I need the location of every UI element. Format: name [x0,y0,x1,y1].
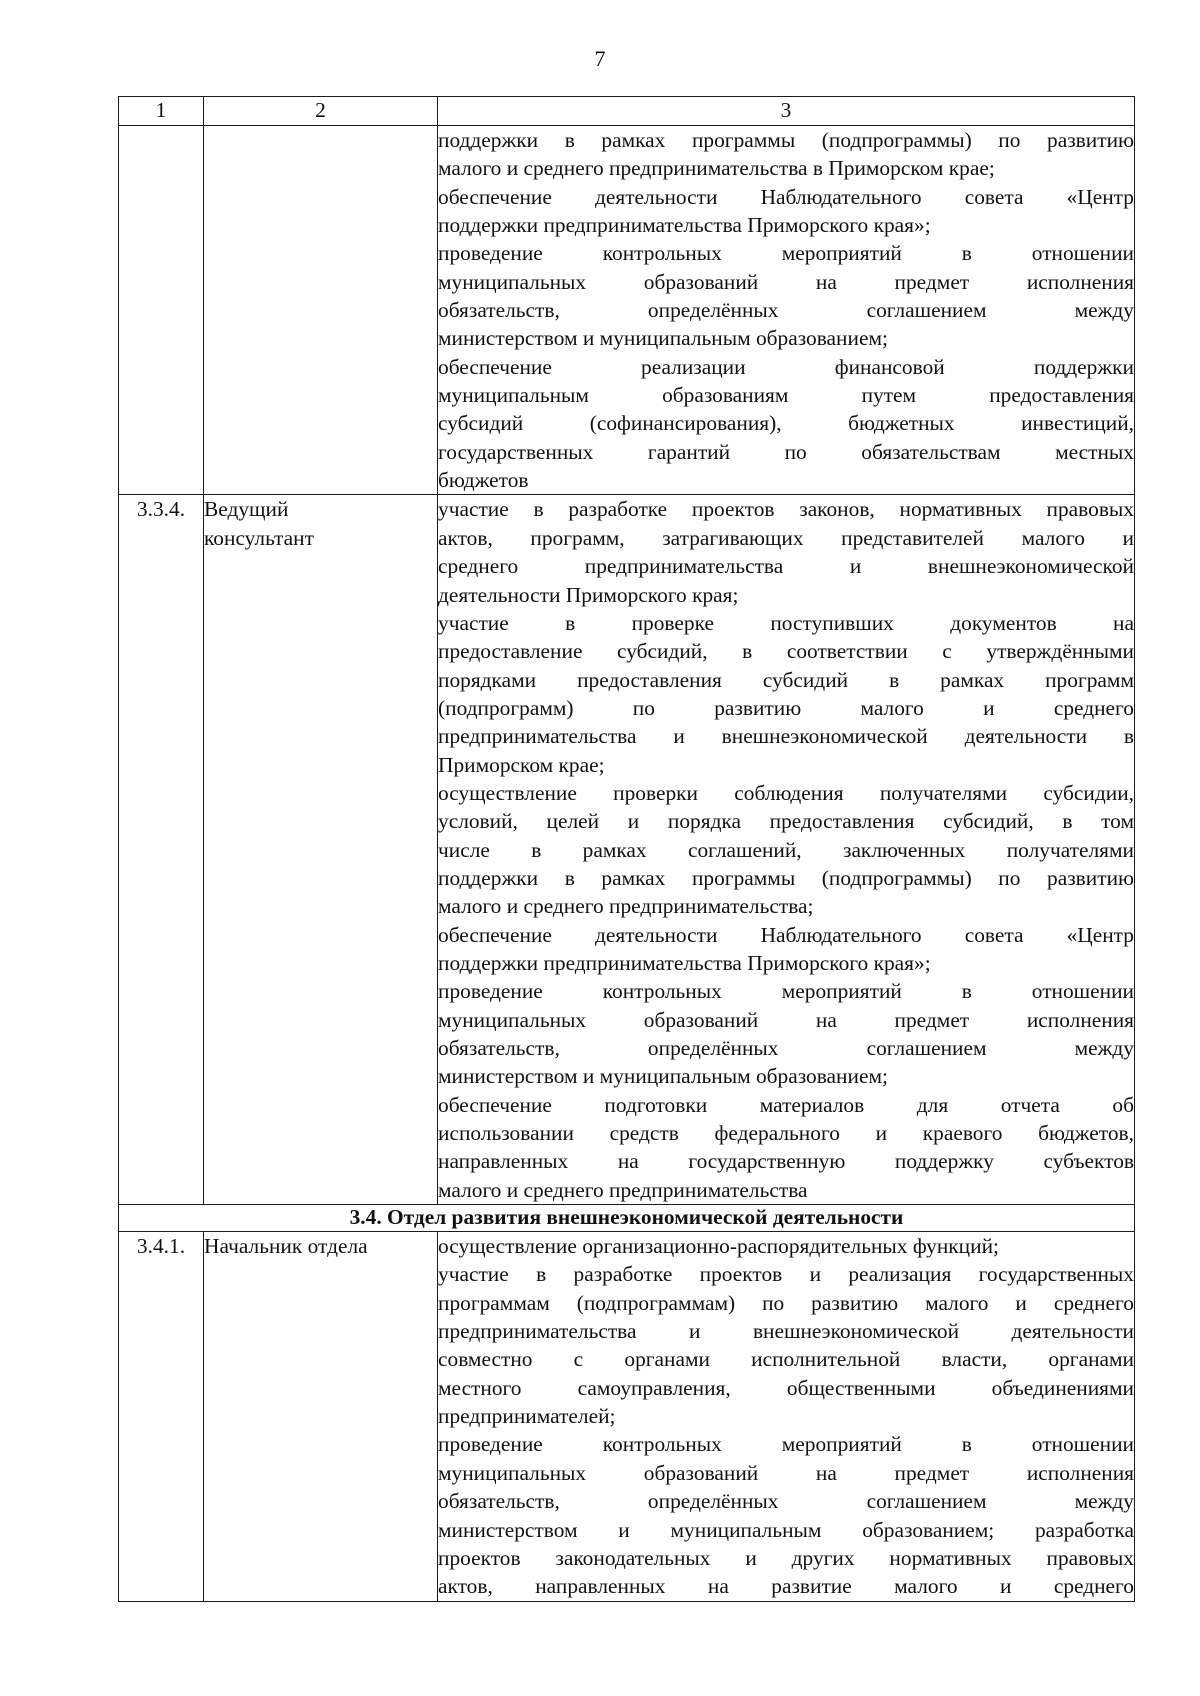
duty-line: субсидий (софинансирования), бюджетных инвестиций, [438,411,1134,436]
duty-line: осуществление организационно-распорядительных функций; [438,1234,999,1259]
duty-line: порядками предоставления субсидий в рамках программ [438,667,1134,692]
duty-line: проектов законодательных и других нормативных правовых [438,1545,1134,1570]
number-cell: 3.4.1. [119,1232,204,1601]
duty-line: малого и среднего предпринимательства; [438,894,814,919]
number-cell: 3.3.4. [119,495,204,1205]
duty-line: обеспечение подготовки материалов для отчета об [438,1092,1134,1117]
duty-line: предпринимателей; [438,1404,616,1429]
duty-line: программам (подпрограммам) по развитию малого и среднего [438,1290,1134,1315]
duty-line: муниципальных образований на предмет исполнения [438,1007,1134,1032]
duty-line: обеспечение деятельности Наблюдательного совета «Центр [438,922,1134,947]
position-cell [204,1232,438,1601]
table-row-3-3-4 [119,495,1135,1205]
table-row-continuation [119,126,1135,495]
duty-line: обеспечение деятельности Наблюдательного совета «Центр [438,184,1134,209]
duty-line: предпринимательства и внешнеэкономической деятельности [438,1319,1134,1344]
duty-line: обязательств, определённых соглашением между [438,1489,1134,1514]
duty-line: направленных на государственную поддержку субъектов [438,1149,1134,1174]
duty-line: муниципальных образований на предмет исполнения [438,269,1134,294]
duty-line: Приморском крае; [438,752,605,777]
table-header-row [119,97,1135,126]
duty-line: участие в проверке поступивших документов на [438,610,1134,635]
duties-cell [438,1232,1135,1601]
page-number: 7 [594,46,606,71]
duties-cell [438,126,1135,495]
position-line: Начальник отдела [204,1234,368,1259]
position-line: Ведущий [204,497,289,522]
duty-line: поддержки в рамках программы (подпрограммы) по развитию [438,128,1134,152]
duty-line: условий, целей и порядка предоставления субсидий, в том [438,809,1134,834]
duty-line: актов, программ, затрагивающих представителей малого и [438,525,1134,550]
number-cell [119,126,204,495]
duty-line: осуществление проверки соблюдения получателями субсидии, [438,780,1134,805]
duty-line: бюджетов [438,468,529,493]
duty-line: муниципальных образований на предмет исполнения [438,1460,1134,1485]
duty-line: министерством и муниципальным образованием; [438,1064,888,1089]
duty-line: проведение контрольных мероприятий в отношении [438,1432,1134,1457]
duty-line: поддержки предпринимательства Приморского края»; [438,213,931,238]
duties-table [118,96,1135,1602]
duty-line: актов, направленных на развитие малого и среднего [438,1574,1134,1599]
duty-line: поддержки в рамках программы (подпрограммы) по развитию [438,865,1134,890]
duty-line: обязательств, определённых соглашением между [438,298,1134,323]
header-cell-3: 3 [438,97,1135,126]
duty-line: участие в разработке проектов законов, нормативных правовых [438,497,1134,522]
duty-line: деятельности Приморского края; [438,582,739,607]
duty-line: проведение контрольных мероприятий в отношении [438,241,1134,266]
duty-line: предоставление субсидий, в соответствии с утверждёнными [438,639,1134,664]
position-line: консультант [204,525,314,550]
section-row-3-4 [119,1205,1135,1232]
duty-line: муниципальным образованиям путем предоставления [438,383,1134,408]
duty-line: обеспечение реализации финансовой поддержки [438,354,1134,379]
duty-line: малого и среднего предпринимательства [438,1177,808,1202]
header-cell-2: 2 [204,97,438,126]
duties-cell [438,495,1135,1205]
duty-line: участие в разработке проектов и реализация государственных [438,1262,1134,1287]
section-title: 3.4. Отдел развития внешнеэкономической деятельности [119,1205,1135,1232]
duty-line: предпринимательства и внешнеэкономической деятельности в [438,724,1134,749]
duty-line: обязательств, определённых соглашением между [438,1036,1134,1060]
duty-line: министерством и муниципальным образованием; разработка [438,1517,1134,1542]
table-row-3-4-1 [119,1232,1135,1601]
duty-line: совместно с органами исполнительной власти, органами [438,1347,1134,1372]
position-cell [204,126,438,495]
duty-line: проведение контрольных мероприятий в отношении [438,979,1134,1004]
duty-line: министерством и муниципальным образованием; [438,326,888,351]
position-cell [204,495,438,1205]
duty-line: малого и среднего предпринимательства в Приморском крае; [438,156,995,181]
duty-line: числе в рамках соглашений, заключенных получателями [438,837,1134,862]
header-cell-1: 1 [119,97,204,126]
duty-line: среднего предпринимательства и внешнеэкономической [438,554,1134,579]
duty-line: (подпрограмм) по развитию малого и среднего [438,695,1134,720]
duty-line: поддержки предпринимательства Приморского края»; [438,950,931,975]
duty-line: государственных гарантий по обязательствам местных [438,439,1134,464]
duty-line: местного самоуправления, общественными объединениями [438,1375,1134,1400]
duty-line: использовании средств федерального и краевого бюджетов, [438,1121,1134,1146]
